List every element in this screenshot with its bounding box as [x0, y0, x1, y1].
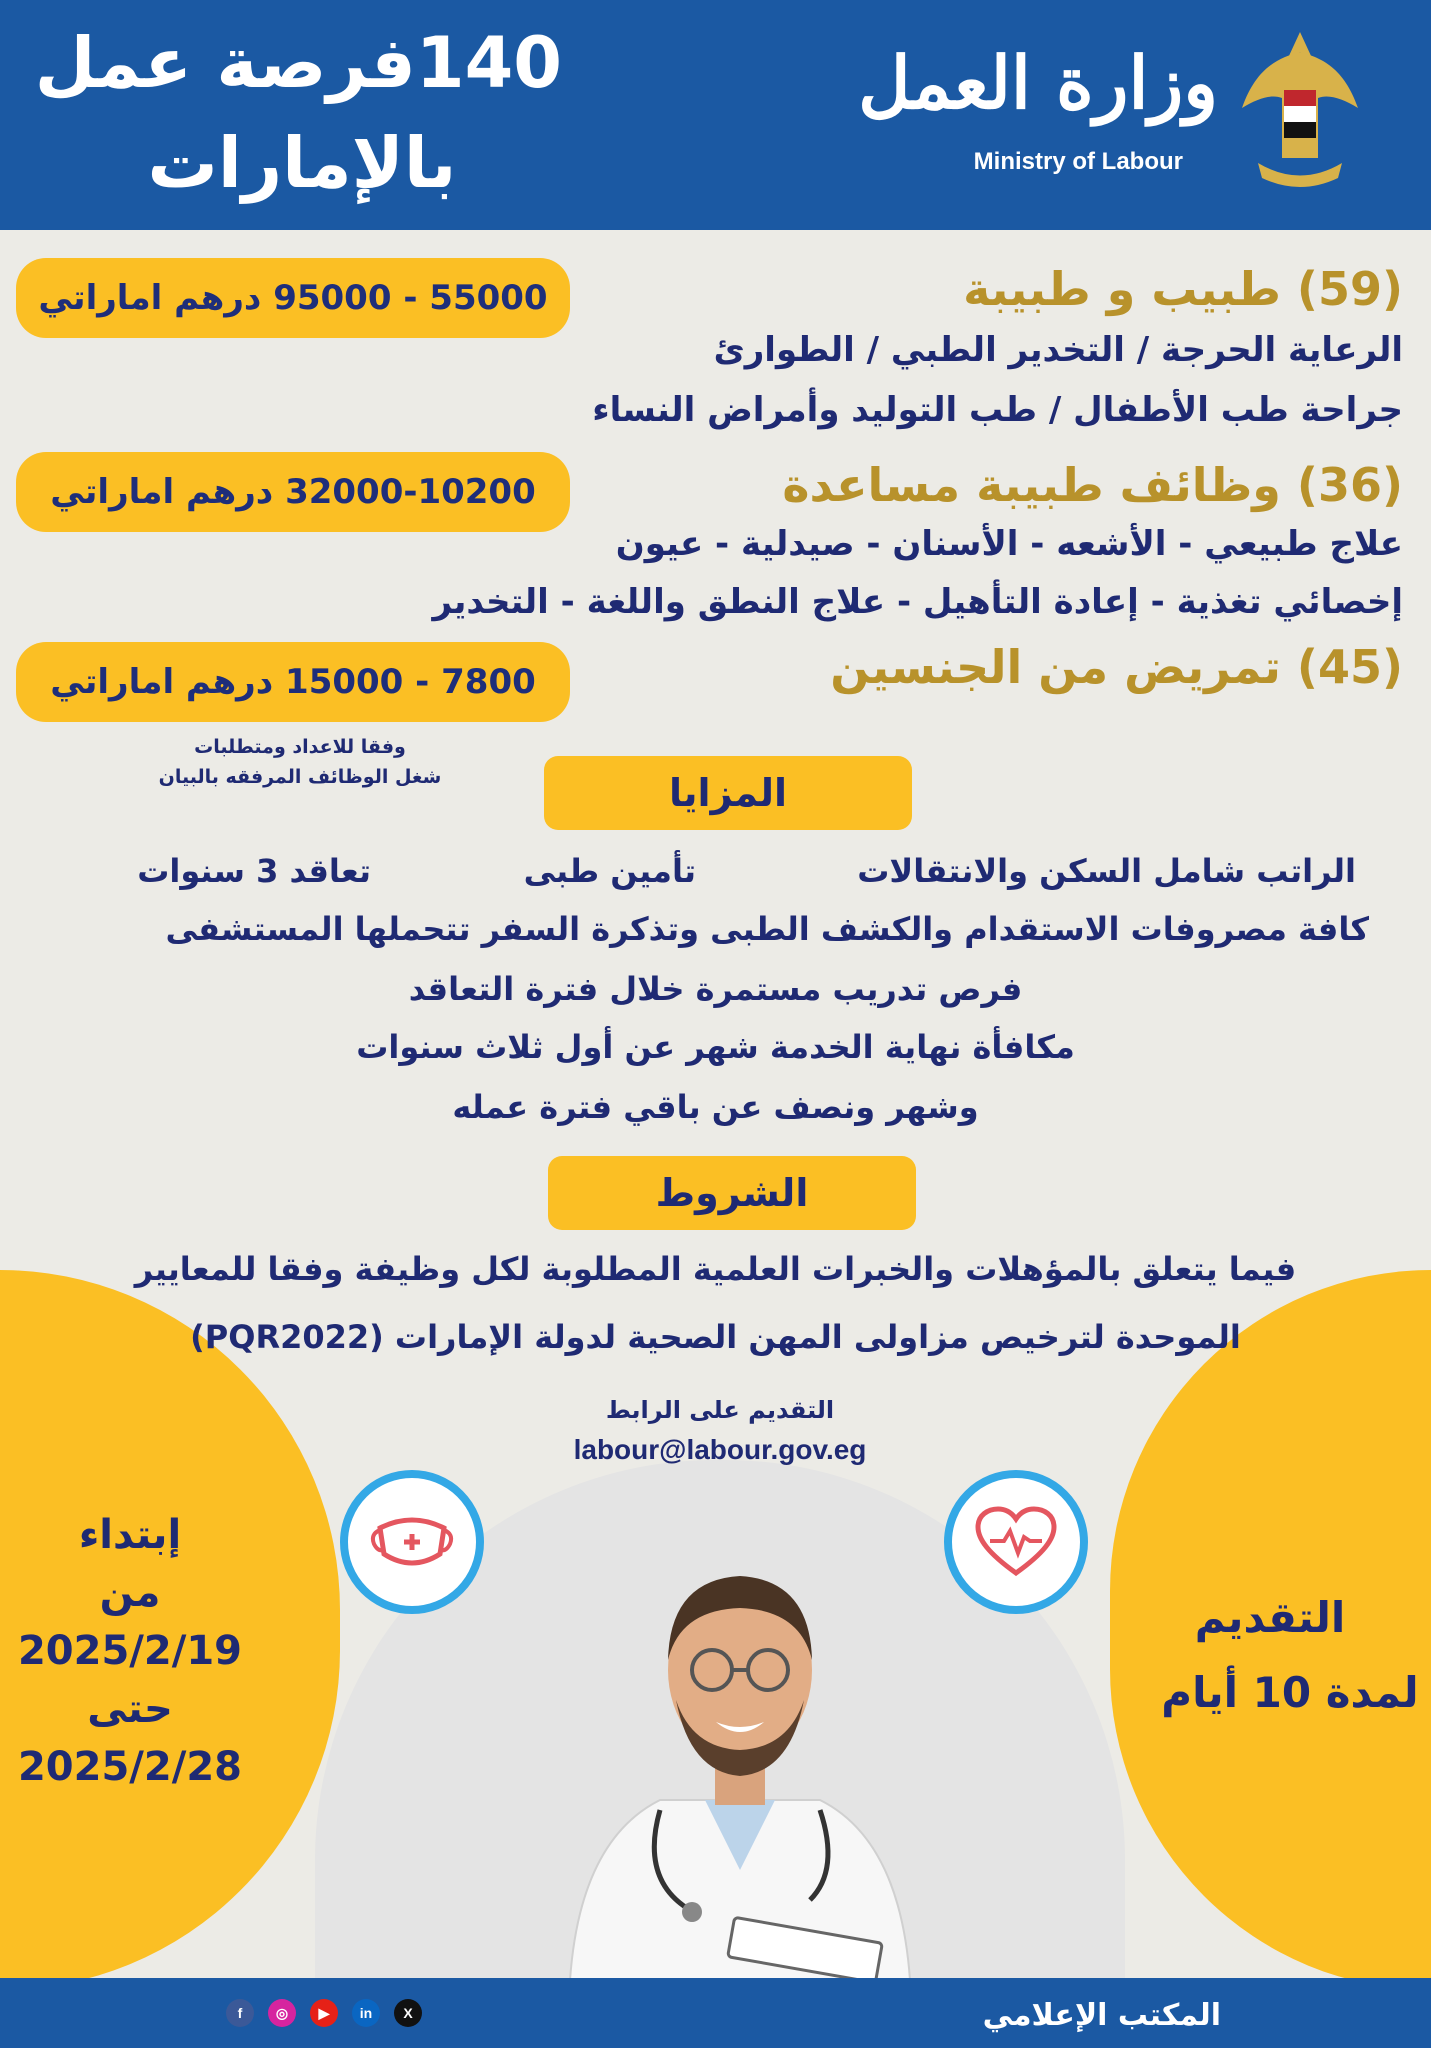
headline-jobs-count: 140فرصة عمل: [34, 22, 562, 104]
headline-destination: بالإمارات: [147, 122, 457, 204]
salary-note-line: وفقا للاعداد ومتطلبات: [194, 736, 406, 758]
conditions-line: الموحدة لترخيص مزاولى المهن الصحية لدولة الإمارات (PQR2022): [190, 1318, 1241, 1356]
job-title-nursing: (45) تمريض من الجنسين: [830, 640, 1403, 694]
date-end: 2025/2/28: [17, 1744, 243, 1790]
doctor-image: [540, 1510, 940, 1980]
youtube-icon[interactable]: ▶: [310, 1999, 338, 2027]
job-specialties-line: جراحة طب الأطفال / طب التوليد وأمراض النساء: [592, 390, 1403, 430]
benefit-item: كافة مصروفات الاستقدام والكشف الطبى وتذكرة السفر تتحملها المستشفى: [165, 910, 1369, 948]
linkedin-icon[interactable]: in: [352, 1999, 380, 2027]
salary-pill-nursing: 7800 - 15000 درهم اماراتي: [16, 642, 570, 722]
job-specialties-line: إخصائي تغذية - إعادة التأهيل - علاج النطق واللغة - التخدير: [432, 582, 1403, 622]
conditions-line: فيما يتعلق بالمؤهلات والخبرات العلمية المطلوبة لكل وظيفة وفقا للمعايير: [134, 1250, 1297, 1288]
deadline-duration: لمدة 10 أيام: [1161, 1668, 1419, 1717]
ministry-name-english: Ministry of Labour: [973, 148, 1183, 175]
job-title-doctors: (59) طبيب و طبيبة: [963, 262, 1403, 316]
media-office-label: المكتب الإعلامي: [982, 1998, 1221, 2033]
benefit-salary: الراتب شامل السكن والانتقالات: [857, 852, 1356, 890]
salary-note-line: شغل الوظائف المرفقه بالبيان: [158, 766, 442, 788]
salary-note: [140, 732, 460, 792]
eagle-emblem-icon: [1238, 28, 1362, 188]
facebook-icon[interactable]: f: [226, 1999, 254, 2027]
mask-icon: [340, 1470, 484, 1614]
date-from-word: من: [99, 1570, 161, 1616]
benefits-heading: المزايا: [544, 756, 912, 830]
job-title-medical-assistants: (36) وظائف طبيبة مساعدة: [782, 458, 1403, 512]
x-icon[interactable]: X: [394, 1999, 422, 2027]
apply-label: التقديم على الرابط: [605, 1396, 835, 1424]
heart-pulse-icon: [944, 1470, 1088, 1614]
job-specialties-line: الرعاية الحرجة / التخدير الطبي / الطوارئ: [713, 330, 1403, 370]
salary-pill-doctors: 55000 - 95000 درهم اماراتي: [16, 258, 570, 338]
benefit-item: وشهر ونصف عن باقي فترة عمله: [452, 1088, 979, 1126]
date-start: 2025/2/19: [17, 1628, 243, 1674]
benefit-insurance: تأمين طبى: [523, 852, 696, 890]
benefit-contract: تعاقد 3 سنوات: [137, 852, 371, 890]
instagram-icon[interactable]: ◎: [268, 1999, 296, 2027]
salary-pill-assistants: 32000-10200 درهم اماراتي: [16, 452, 570, 532]
benefit-item: مكافأة نهاية الخدمة شهر عن أول ثلاث سنوات: [356, 1028, 1075, 1066]
apply-email-link[interactable]: labour@labour.gov.eg: [573, 1434, 867, 1465]
conditions-heading: الشروط: [548, 1156, 916, 1230]
date-to-word: حتى: [87, 1686, 173, 1732]
deadline-label: التقديم: [1194, 1593, 1346, 1642]
benefit-item: فرص تدريب مستمرة خلال فترة التعاقد: [408, 970, 1023, 1008]
ministry-name-arabic: وزارة العمل: [858, 40, 1218, 125]
job-specialties-line: علاج طبيعي - الأشعه - الأسنان - صيدلية - عيون: [615, 524, 1403, 564]
date-from-label: إبتداء: [78, 1512, 182, 1558]
